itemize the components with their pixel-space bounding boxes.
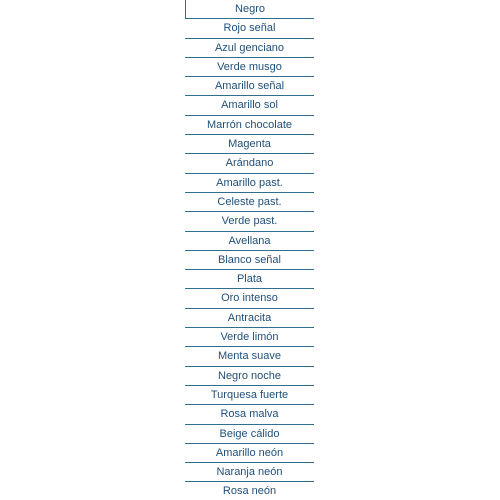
color-option[interactable]: Menta suave bbox=[185, 347, 314, 366]
color-option[interactable]: Beige cálido bbox=[185, 425, 314, 444]
color-option[interactable]: Verde past. bbox=[185, 212, 314, 231]
color-option[interactable]: Antracita bbox=[185, 309, 314, 328]
color-option[interactable]: Amarillo past. bbox=[185, 174, 314, 193]
color-option[interactable]: Amarillo sol bbox=[185, 96, 314, 115]
color-option[interactable]: Oro intenso bbox=[185, 289, 314, 308]
color-option[interactable]: Rosa malva bbox=[185, 405, 314, 424]
color-option[interactable]: Rojo señal bbox=[185, 19, 314, 38]
color-option[interactable]: Magenta bbox=[185, 135, 314, 154]
color-option[interactable]: Blanco señal bbox=[185, 251, 314, 270]
color-option[interactable]: Marrón chocolate bbox=[185, 116, 314, 135]
color-option[interactable]: Azul genciano bbox=[185, 39, 314, 58]
color-option[interactable]: Arándano bbox=[185, 154, 314, 173]
color-option[interactable]: Verde musgo bbox=[185, 58, 314, 77]
color-option[interactable]: Negro bbox=[185, 0, 314, 19]
color-option[interactable]: Negro noche bbox=[185, 367, 314, 386]
color-option[interactable]: Celeste past. bbox=[185, 193, 314, 212]
color-option[interactable]: Plata bbox=[185, 270, 314, 289]
color-option[interactable]: Avellana bbox=[185, 232, 314, 251]
color-option[interactable]: Verde limón bbox=[185, 328, 314, 347]
color-option[interactable]: Amarillo señal bbox=[185, 77, 314, 96]
color-option-list bbox=[185, 0, 314, 500]
color-option[interactable]: Rosa neón bbox=[185, 482, 314, 500]
color-option[interactable]: Turquesa fuerte bbox=[185, 386, 314, 405]
color-option[interactable]: Amarillo neón bbox=[185, 444, 314, 463]
color-option[interactable]: Naranja neón bbox=[185, 463, 314, 482]
